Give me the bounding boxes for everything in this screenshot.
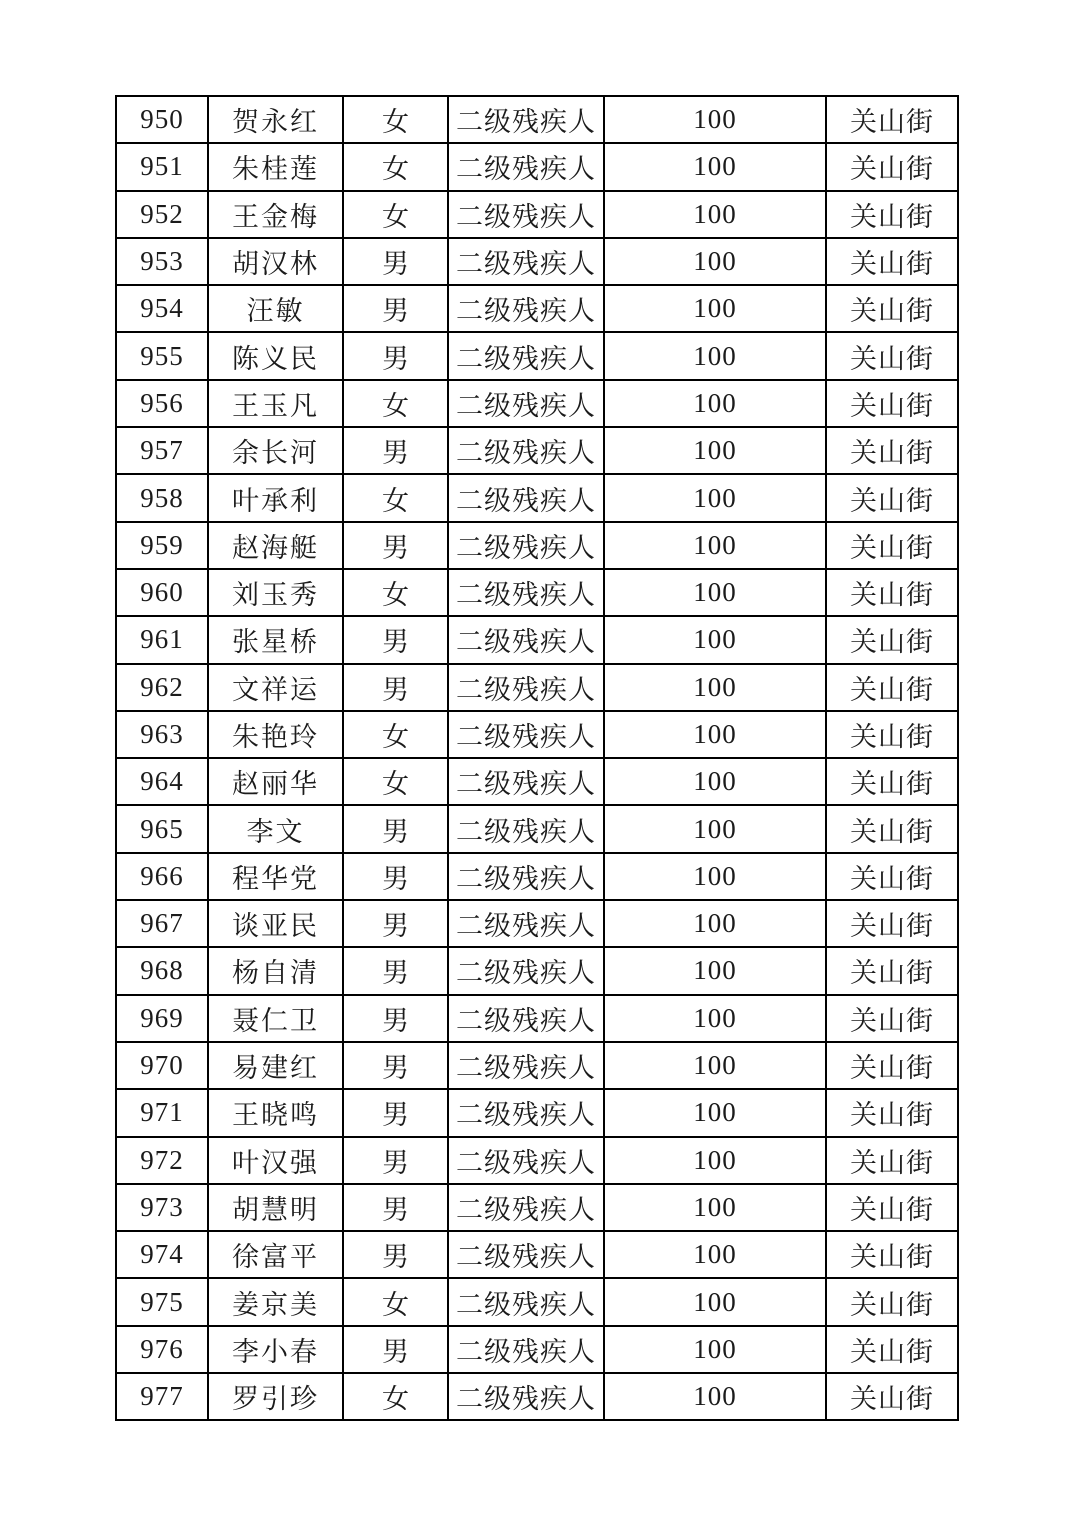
table-row — [116, 900, 958, 947]
cell-amount: 100 — [604, 332, 826, 379]
table-row — [116, 711, 958, 758]
cell-name: 胡慧明 — [208, 1184, 343, 1231]
cell-gender: 男 — [343, 1137, 448, 1184]
cell-gender: 女 — [343, 380, 448, 427]
cell-name: 胡汉林 — [208, 238, 343, 285]
cell-amount: 100 — [604, 1326, 826, 1373]
cell-category: 二级残疾人 — [448, 947, 604, 994]
cell-amount: 100 — [604, 191, 826, 238]
cell-category: 二级残疾人 — [448, 96, 604, 143]
cell-serial-number: 971 — [116, 1089, 208, 1136]
table-row — [116, 1278, 958, 1325]
cell-street: 关山街 — [826, 96, 958, 143]
cell-amount: 100 — [604, 522, 826, 569]
cell-amount: 100 — [604, 474, 826, 521]
cell-serial-number: 972 — [116, 1137, 208, 1184]
cell-street: 关山街 — [826, 1184, 958, 1231]
cell-serial-number: 973 — [116, 1184, 208, 1231]
cell-gender: 女 — [343, 96, 448, 143]
cell-serial-number: 974 — [116, 1231, 208, 1278]
cell-street: 关山街 — [826, 285, 958, 332]
cell-street: 关山街 — [826, 853, 958, 900]
cell-street: 关山街 — [826, 427, 958, 474]
cell-serial-number: 954 — [116, 285, 208, 332]
cell-gender: 女 — [343, 758, 448, 805]
cell-category: 二级残疾人 — [448, 238, 604, 285]
table-row — [116, 805, 958, 852]
cell-gender: 女 — [343, 474, 448, 521]
cell-name: 王金梅 — [208, 191, 343, 238]
cell-name: 张星桥 — [208, 616, 343, 663]
cell-serial-number: 960 — [116, 569, 208, 616]
cell-gender: 女 — [343, 191, 448, 238]
cell-gender: 男 — [343, 1231, 448, 1278]
cell-gender: 女 — [343, 1278, 448, 1325]
cell-amount: 100 — [604, 1137, 826, 1184]
cell-street: 关山街 — [826, 1231, 958, 1278]
table-row — [116, 143, 958, 190]
cell-serial-number: 970 — [116, 1042, 208, 1089]
table-row — [116, 1184, 958, 1231]
cell-street: 关山街 — [826, 569, 958, 616]
table-row — [116, 1089, 958, 1136]
cell-serial-number: 959 — [116, 522, 208, 569]
cell-amount: 100 — [604, 1231, 826, 1278]
cell-name: 姜京美 — [208, 1278, 343, 1325]
cell-street: 关山街 — [826, 238, 958, 285]
cell-serial-number: 967 — [116, 900, 208, 947]
table-row — [116, 995, 958, 1042]
cell-serial-number: 975 — [116, 1278, 208, 1325]
cell-gender: 男 — [343, 616, 448, 663]
cell-serial-number: 951 — [116, 143, 208, 190]
cell-gender: 男 — [343, 995, 448, 1042]
cell-gender: 女 — [343, 143, 448, 190]
cell-amount: 100 — [604, 380, 826, 427]
table-row — [116, 947, 958, 994]
cell-serial-number: 952 — [116, 191, 208, 238]
cell-street: 关山街 — [826, 332, 958, 379]
cell-category: 二级残疾人 — [448, 285, 604, 332]
cell-street: 关山街 — [826, 711, 958, 758]
cell-street: 关山街 — [826, 995, 958, 1042]
cell-serial-number: 969 — [116, 995, 208, 1042]
cell-amount: 100 — [604, 427, 826, 474]
cell-name: 余长河 — [208, 427, 343, 474]
cell-category: 二级残疾人 — [448, 758, 604, 805]
cell-amount: 100 — [604, 995, 826, 1042]
cell-gender: 女 — [343, 1373, 448, 1420]
cell-category: 二级残疾人 — [448, 1373, 604, 1420]
cell-category: 二级残疾人 — [448, 664, 604, 711]
table-row — [116, 1326, 958, 1373]
cell-category: 二级残疾人 — [448, 805, 604, 852]
cell-serial-number: 977 — [116, 1373, 208, 1420]
cell-category: 二级残疾人 — [448, 1326, 604, 1373]
cell-gender: 男 — [343, 1042, 448, 1089]
table-row — [116, 332, 958, 379]
table-row — [116, 758, 958, 805]
cell-street: 关山街 — [826, 900, 958, 947]
cell-category: 二级残疾人 — [448, 474, 604, 521]
cell-name: 赵海艇 — [208, 522, 343, 569]
cell-gender: 男 — [343, 1089, 448, 1136]
table-row — [116, 1042, 958, 1089]
cell-category: 二级残疾人 — [448, 191, 604, 238]
cell-street: 关山街 — [826, 191, 958, 238]
cell-amount: 100 — [604, 664, 826, 711]
cell-gender: 男 — [343, 332, 448, 379]
cell-gender: 男 — [343, 664, 448, 711]
cell-street: 关山街 — [826, 522, 958, 569]
table-body — [116, 96, 958, 1420]
cell-serial-number: 957 — [116, 427, 208, 474]
cell-serial-number: 966 — [116, 853, 208, 900]
cell-gender: 男 — [343, 853, 448, 900]
cell-street: 关山街 — [826, 664, 958, 711]
cell-name: 杨自清 — [208, 947, 343, 994]
table-row — [116, 474, 958, 521]
cell-serial-number: 968 — [116, 947, 208, 994]
cell-street: 关山街 — [826, 1042, 958, 1089]
cell-amount: 100 — [604, 569, 826, 616]
cell-street: 关山街 — [826, 143, 958, 190]
cell-street: 关山街 — [826, 1137, 958, 1184]
cell-serial-number: 962 — [116, 664, 208, 711]
cell-name: 程华党 — [208, 853, 343, 900]
cell-street: 关山街 — [826, 758, 958, 805]
cell-category: 二级残疾人 — [448, 569, 604, 616]
cell-name: 陈义民 — [208, 332, 343, 379]
cell-gender: 男 — [343, 1326, 448, 1373]
cell-serial-number: 961 — [116, 616, 208, 663]
cell-name: 罗引珍 — [208, 1373, 343, 1420]
cell-gender: 男 — [343, 427, 448, 474]
cell-serial-number: 955 — [116, 332, 208, 379]
cell-street: 关山街 — [826, 474, 958, 521]
cell-amount: 100 — [604, 947, 826, 994]
cell-name: 王晓鸣 — [208, 1089, 343, 1136]
cell-name: 文祥运 — [208, 664, 343, 711]
cell-gender: 男 — [343, 805, 448, 852]
cell-name: 易建红 — [208, 1042, 343, 1089]
cell-category: 二级残疾人 — [448, 332, 604, 379]
table-row — [116, 285, 958, 332]
table-row — [116, 1373, 958, 1420]
cell-amount: 100 — [604, 900, 826, 947]
cell-amount: 100 — [604, 1278, 826, 1325]
table-row — [116, 238, 958, 285]
cell-name: 汪敏 — [208, 285, 343, 332]
cell-street: 关山街 — [826, 380, 958, 427]
cell-amount: 100 — [604, 711, 826, 758]
beneficiary-roster-table — [115, 95, 959, 1421]
table-row — [116, 96, 958, 143]
cell-amount: 100 — [604, 1042, 826, 1089]
cell-amount: 100 — [604, 805, 826, 852]
cell-category: 二级残疾人 — [448, 853, 604, 900]
cell-serial-number: 976 — [116, 1326, 208, 1373]
cell-name: 谈亚民 — [208, 900, 343, 947]
cell-name: 朱艳玲 — [208, 711, 343, 758]
cell-category: 二级残疾人 — [448, 1184, 604, 1231]
cell-name: 赵丽华 — [208, 758, 343, 805]
cell-street: 关山街 — [826, 1373, 958, 1420]
table-row — [116, 1231, 958, 1278]
cell-amount: 100 — [604, 285, 826, 332]
cell-amount: 100 — [604, 616, 826, 663]
table-row — [116, 569, 958, 616]
cell-name: 叶汉强 — [208, 1137, 343, 1184]
cell-category: 二级残疾人 — [448, 427, 604, 474]
cell-name: 贺永红 — [208, 96, 343, 143]
cell-category: 二级残疾人 — [448, 380, 604, 427]
cell-gender: 女 — [343, 711, 448, 758]
cell-category: 二级残疾人 — [448, 1089, 604, 1136]
cell-gender: 男 — [343, 522, 448, 569]
cell-amount: 100 — [604, 143, 826, 190]
table-row — [116, 616, 958, 663]
cell-street: 关山街 — [826, 805, 958, 852]
cell-name: 李小春 — [208, 1326, 343, 1373]
cell-street: 关山街 — [826, 1326, 958, 1373]
cell-amount: 100 — [604, 96, 826, 143]
cell-amount: 100 — [604, 1373, 826, 1420]
cell-serial-number: 963 — [116, 711, 208, 758]
cell-category: 二级残疾人 — [448, 1231, 604, 1278]
cell-gender: 男 — [343, 238, 448, 285]
cell-category: 二级残疾人 — [448, 995, 604, 1042]
cell-serial-number: 950 — [116, 96, 208, 143]
cell-name: 刘玉秀 — [208, 569, 343, 616]
cell-category: 二级残疾人 — [448, 522, 604, 569]
cell-serial-number: 964 — [116, 758, 208, 805]
cell-category: 二级残疾人 — [448, 900, 604, 947]
cell-category: 二级残疾人 — [448, 616, 604, 663]
cell-amount: 100 — [604, 1089, 826, 1136]
cell-serial-number: 953 — [116, 238, 208, 285]
cell-category: 二级残疾人 — [448, 711, 604, 758]
table-row — [116, 427, 958, 474]
cell-category: 二级残疾人 — [448, 1137, 604, 1184]
cell-name: 朱桂莲 — [208, 143, 343, 190]
cell-gender: 女 — [343, 569, 448, 616]
cell-gender: 男 — [343, 900, 448, 947]
cell-amount: 100 — [604, 853, 826, 900]
table-row — [116, 522, 958, 569]
table-row — [116, 853, 958, 900]
cell-amount: 100 — [604, 758, 826, 805]
cell-serial-number: 958 — [116, 474, 208, 521]
cell-category: 二级残疾人 — [448, 1278, 604, 1325]
cell-street: 关山街 — [826, 1089, 958, 1136]
cell-serial-number: 956 — [116, 380, 208, 427]
cell-gender: 男 — [343, 947, 448, 994]
cell-street: 关山街 — [826, 1278, 958, 1325]
cell-category: 二级残疾人 — [448, 1042, 604, 1089]
cell-serial-number: 965 — [116, 805, 208, 852]
cell-amount: 100 — [604, 238, 826, 285]
cell-gender: 男 — [343, 285, 448, 332]
table-row — [116, 380, 958, 427]
cell-name: 聂仁卫 — [208, 995, 343, 1042]
cell-name: 李文 — [208, 805, 343, 852]
cell-name: 叶承利 — [208, 474, 343, 521]
table-row — [116, 664, 958, 711]
cell-street: 关山街 — [826, 616, 958, 663]
table-row — [116, 191, 958, 238]
cell-gender: 男 — [343, 1184, 448, 1231]
cell-category: 二级残疾人 — [448, 143, 604, 190]
cell-amount: 100 — [604, 1184, 826, 1231]
table-row — [116, 1137, 958, 1184]
cell-street: 关山街 — [826, 947, 958, 994]
cell-name: 王玉凡 — [208, 380, 343, 427]
cell-name: 徐富平 — [208, 1231, 343, 1278]
